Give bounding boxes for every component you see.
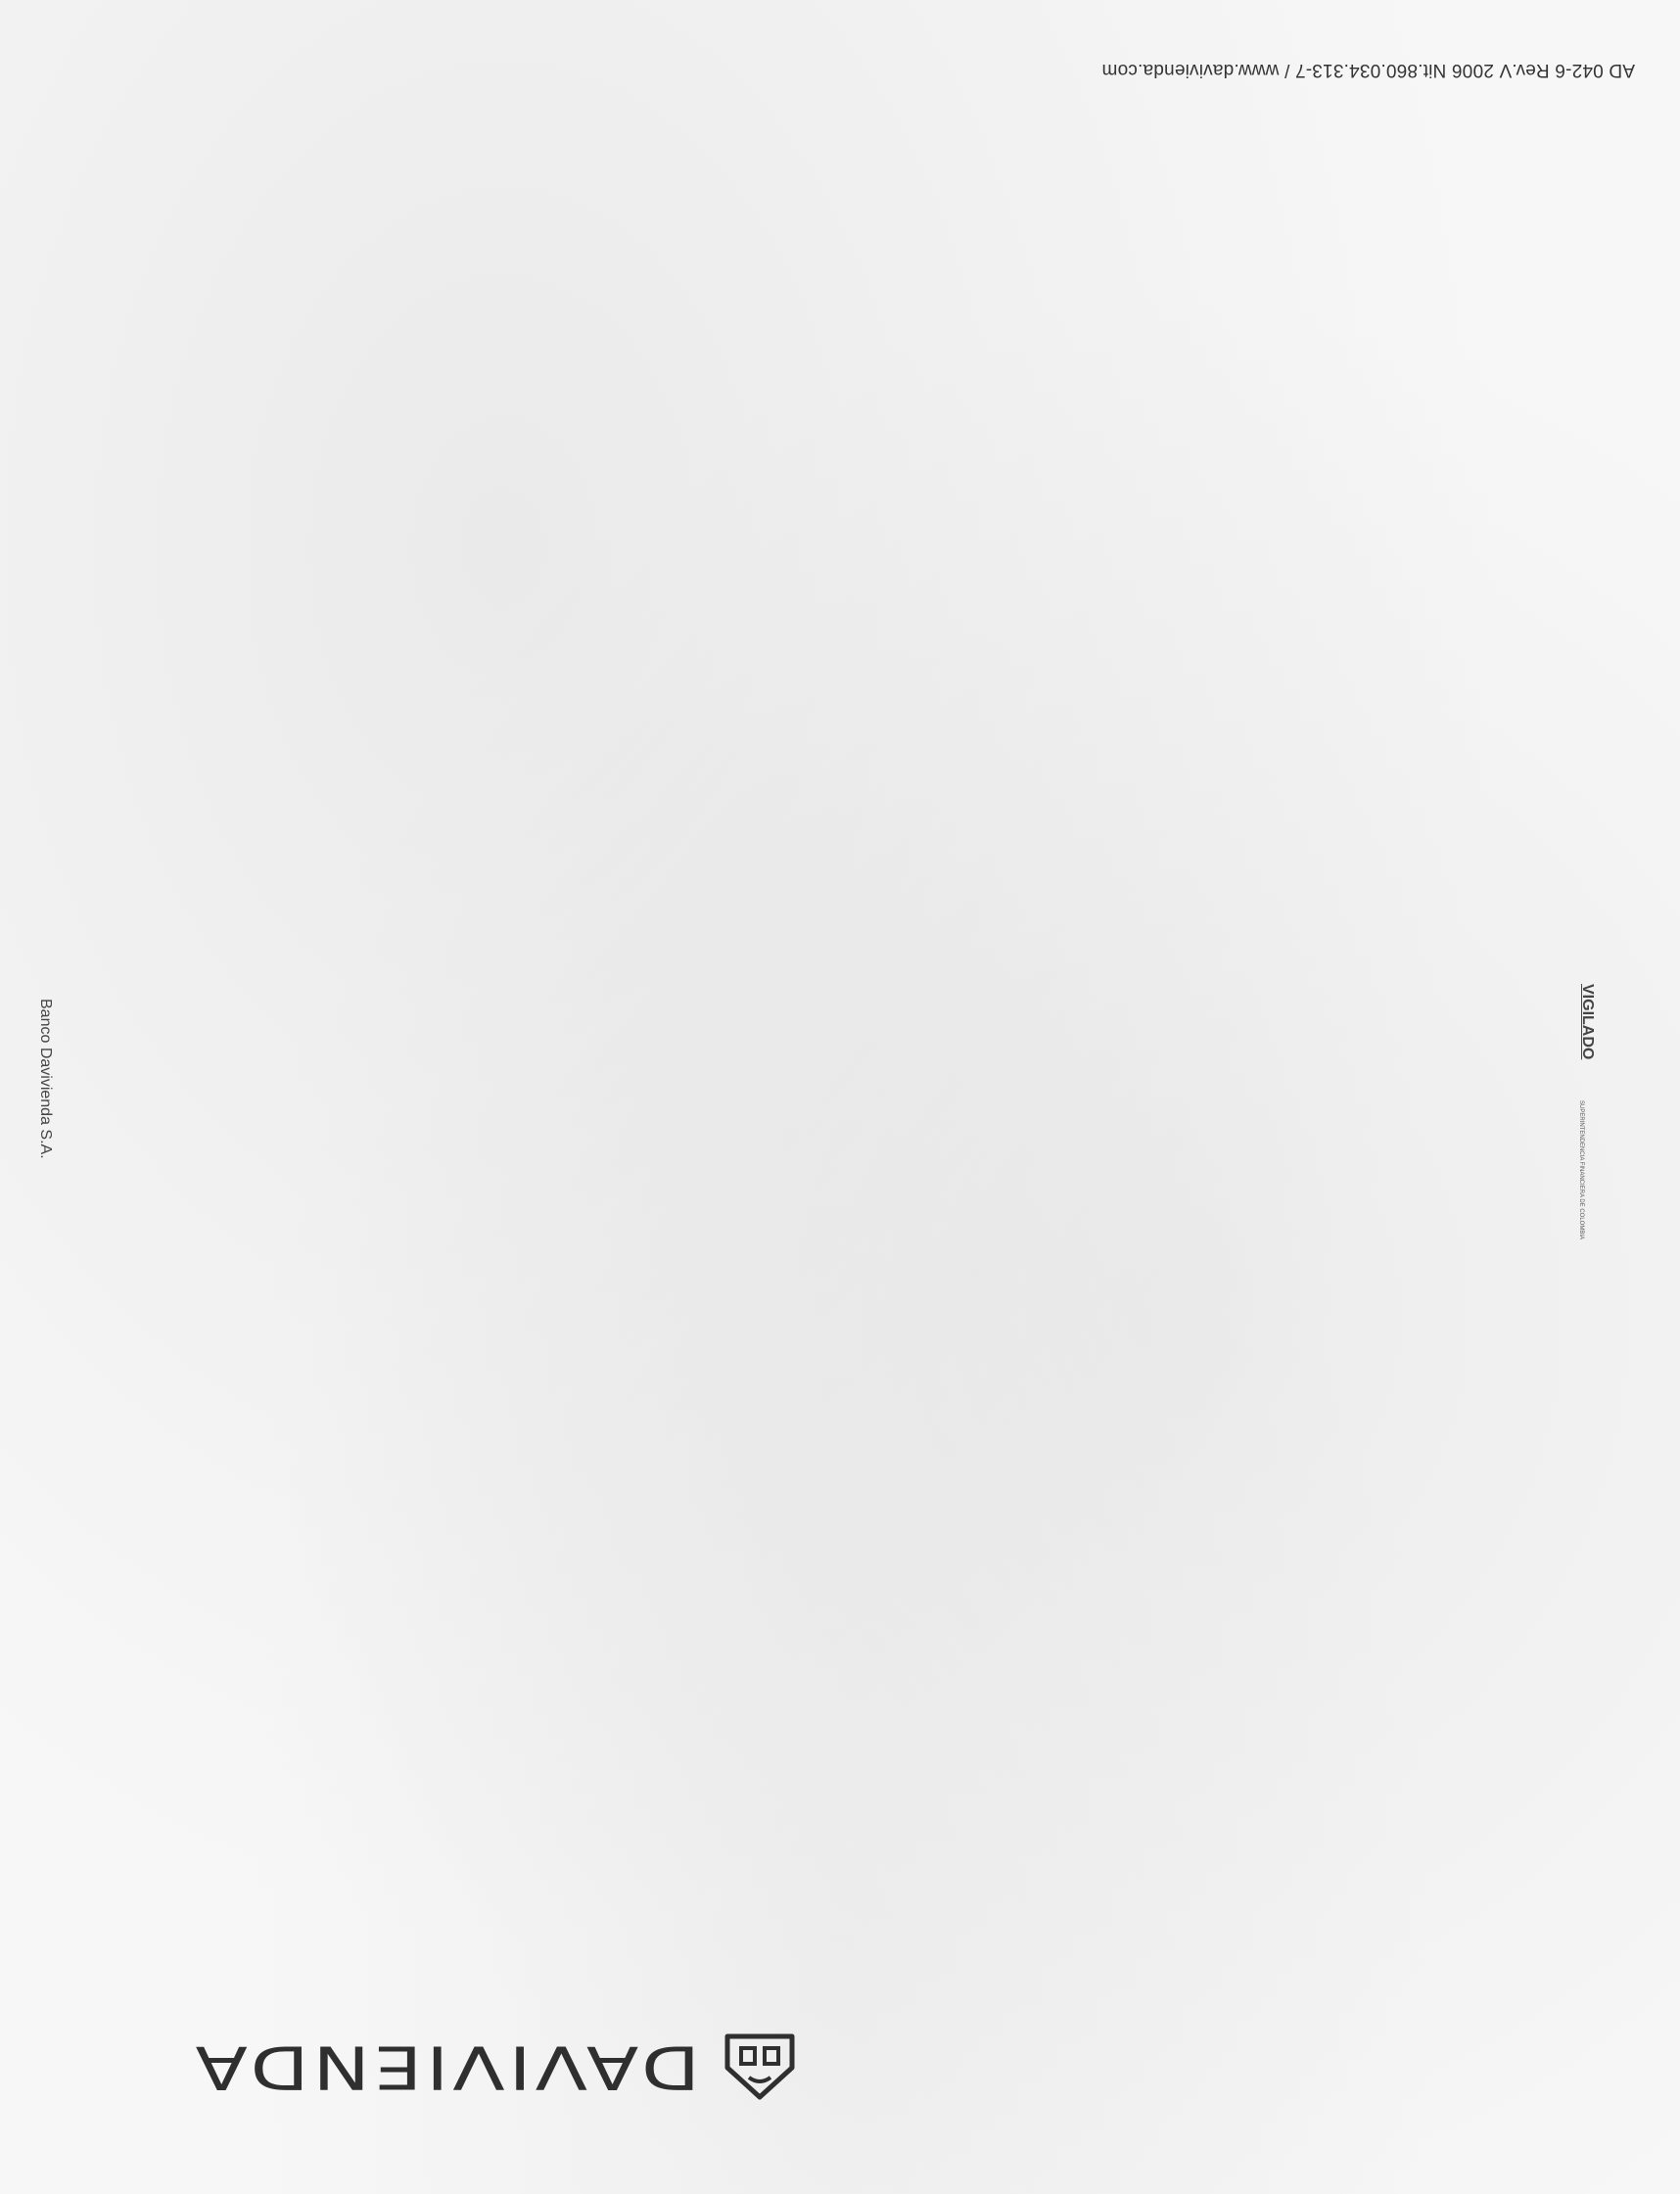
regulator-stamp [1578, 984, 1680, 1240]
davivienda-logo [113, 2007, 817, 2124]
logo-wordmark: DAVIVIENDA [191, 2031, 700, 2102]
vigilado-label: VIGILADO [1579, 984, 1596, 1060]
superintendencia-label: SUPERINTENDENCIA FINANCIERA DE COLOMBIA [1578, 1099, 1584, 1240]
side-text-container [37, 999, 55, 1234]
company-name: Banco Davivienda S.A. [37, 999, 54, 1159]
house-logo-icon [720, 2027, 800, 2107]
form-reference: AD 042-6 Rev.V 2006 Nit.860.034.313-7 / www.davivienda.com [1101, 60, 1635, 80]
